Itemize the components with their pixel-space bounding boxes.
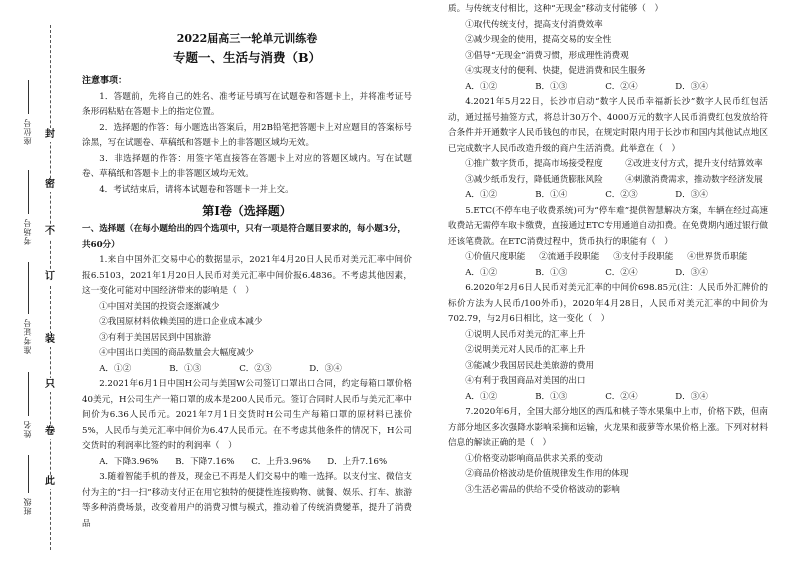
question-2: 2.2021年6月1日中国H公司与美国W公司签订口罩出口合同，约定每箱口罩价格40美元，H公司生产一箱口罩的成本是200人民币元。签订合同时人民币与美元汇率中间价为6.36人民币元。2021年7月1日交货时H公司生产每箱口罩的原材料已涨价5%，人民币与美元汇率中间价为6.47人民币元。在不考虑其他条件的情况下，H公司交货时的利润率比签约时的利润率（ ） [82, 379, 412, 451]
answer-choices [82, 455, 412, 471]
answer-choice: C．上升3.96% [251, 456, 311, 467]
answer-choice: D．③④ [675, 190, 708, 200]
statement-option: ③生活必需品的供给不受价格波动的影响 [465, 484, 620, 495]
answer-choice: A．①② [465, 391, 498, 402]
field-line [28, 372, 29, 416]
answer-choice: A．①② [465, 190, 498, 200]
answer-choice: B．①③ [169, 363, 202, 374]
notice-heading: 注意事项： [82, 76, 128, 86]
statement-option: ①价格变动影响商品供求关系的变动 [465, 453, 603, 464]
statement-option: ③减少纸币发行，降低通货膨胀风险 [465, 174, 603, 185]
statement-option: ④中国出口美国的商品数量会大幅度减少 [99, 348, 254, 358]
question-3-continued: 质。与传统支付相比，这种“无现金”移动支付能够（ ） [448, 4, 664, 14]
seal-char: 此 [45, 476, 55, 487]
answer-choices [448, 80, 768, 96]
answer-choice: A．①② [99, 363, 132, 374]
answer-choice: A．①② [465, 81, 498, 92]
statement-options-row [448, 250, 768, 266]
exam-subtitle: 专题一、生活与消费（B） [172, 50, 322, 65]
answer-choices [448, 266, 768, 282]
field-line [28, 262, 29, 314]
seal-char: 不 [45, 226, 55, 237]
cut-line [50, 25, 51, 550]
statement-option: ①取代传统支付，提高支付消费效率 [465, 19, 603, 30]
statement-option: ②我国原材料依赖美国的进口企业成本减少 [99, 317, 263, 327]
statement-option: ④刺激消费需求，推动数字经济发展 [625, 174, 763, 185]
answer-choice: A．下降3.96% [99, 456, 159, 467]
statement-option: ①推广数字货币，提高市场接受程度 [465, 159, 603, 169]
answer-choice: B．①③ [535, 267, 568, 278]
answer-choice: D．③④ [675, 81, 708, 92]
statement-option: ④有利于我国商品对美国的出口 [465, 376, 586, 386]
field-class: 班级 [23, 497, 32, 515]
left-column [82, 0, 412, 532]
seal-char: 卷 [45, 426, 55, 437]
statement-options-row [448, 157, 768, 173]
answer-choice: C．②④ [605, 391, 638, 402]
answer-choice: C．②④ [605, 267, 638, 278]
answer-choice: D．③④ [675, 391, 708, 402]
field-line [28, 455, 29, 493]
statement-option: ③能减少我国居民赴美旅游的费用 [465, 360, 595, 371]
right-column [448, 0, 768, 498]
field-line [28, 80, 29, 114]
seal-char: 订 [45, 271, 55, 282]
answer-choice: D．③④ [675, 267, 708, 278]
answer-choice: C．②③ [605, 190, 638, 200]
answer-choice: C．②④ [605, 81, 638, 92]
notice-item: 3．非选择题的作答：用签字笔直接答在答题卡上对应的答题区域内。写在试题卷、草稿纸和答题卡上的非答题区域均无效。 [82, 153, 412, 179]
part-title: 第Ⅰ卷（选择题） [202, 204, 292, 218]
statement-option: ③支付手段职能 [613, 252, 674, 262]
binding-margin [0, 0, 60, 562]
question-3: 3.随着智能手机的普及，现金已不再是人们交易中的唯一选择。以支付宝、微信支付为主的“扫一扫”移动支付正在用它独特的便捷性连接购物、就餐、娱乐、打车、旅游等多种消费场景，改变着用户的消费习惯与模式，推动着了传统消费變革，提升了消费品 [82, 472, 412, 529]
section-heading: 一、选择题（在每小题给出的四个选项中，只有一项是符合题目要求的，每小题3分，共60分） [82, 224, 406, 250]
answer-choice: B．下降7.16% [175, 456, 235, 467]
answer-choices [448, 390, 768, 406]
notice-item: 1．答题前，先将自己的姓名、准考证号填写在试题卷和答题卡上，并将准考证号条形码粘贴在答题卡上的指定位置。 [82, 91, 412, 117]
question-4: 4.2021年5月22日，长沙市启动“数字人民币幸福新长沙”数字人民币红包活动，通过摇号抽签方式，将总计30万个、4000万元的数字人民币消费红包发放给符合条件并开通数字人民币钱包的市民，在规定时限内用于长沙市和国内其他试点地区已完成数字人民币改造升级的商户生活消费。此举意在（ ） [448, 97, 768, 154]
answer-choice: D．③④ [309, 363, 342, 374]
statement-options-row [448, 173, 768, 189]
answer-choices [82, 362, 412, 378]
statement-option: ②说明美元对人民币的汇率上升 [465, 345, 586, 355]
answer-choice: B．①③ [535, 391, 568, 402]
statement-option: ③倡导“无现金”消费习惯，形成理性消费观 [465, 50, 629, 61]
question-7: 7.2020年6月，全国大部分地区的西瓜和桃子等水果集中上市，价格下跌，但南方部分地区多次强降水影响采摘和运输，火龙果和菠萝等水果价格上涨。下列对材料信息的解读正确的是（ ） [448, 407, 768, 448]
answer-choice: C．②③ [239, 363, 272, 374]
answer-choice: A．①② [465, 267, 498, 278]
statement-option: ②流通手段职能 [539, 252, 600, 262]
answer-choices [448, 188, 768, 204]
notice-item: 2．选择题的作答：每小题选出答案后，用2B铅笔把答题卡上对应题目的答案标号涂黑，写在试题卷、草稿纸和答题卡上的非答题区域均无效。 [82, 122, 412, 148]
field-name: 姓名 [23, 420, 32, 438]
question-1: 1.来自中国外汇交易中心的数据显示，2021年4月20日人民币对美元汇率中间价报6.5103，2021年1月20日人民币对美元汇率中间价报6.4836。不考虑其他因素，这一变化可能对中国经济带来的影响是（ ） [82, 255, 412, 296]
statement-option: ①说明人民币对美元的汇率上升 [465, 329, 586, 340]
question-5: 5.ETC(不停车电子收费系统)可为“停车难”提供智慧解决方案，车辆在经过高速收费站无需停车取卡缴费，直接通过ETC专用通道自动扣费。在免费期内通过银行做还该笔费款。在ETC消费过程中，货币执行的职能有（ ） [448, 205, 768, 247]
field-line [28, 170, 29, 214]
answer-choice: D．上升7.16% [327, 456, 388, 467]
statement-option: ④实现支付的便利、快捷，促进消费和民生服务 [465, 66, 646, 76]
statement-option: ②商品价格波动是价值规律发生作用的体现 [465, 469, 629, 479]
exam-title: 2022届高三一轮单元训练卷 [176, 32, 318, 45]
seal-char: 封 [45, 129, 55, 140]
field-seat-number: 座位号 [23, 118, 32, 145]
notice-item: 4．考试结束后，请将本试题卷和答题卡一并上交。 [99, 184, 294, 195]
field-exam-room: 考场号 [23, 218, 32, 245]
statement-option: ①中国对美国的投资会逐渐减少 [99, 301, 220, 312]
statement-option: ①价值尺度职能 [465, 252, 526, 262]
answer-choice: B．①④ [535, 190, 568, 200]
statement-option: ②改进支付方式，提升支付结算效率 [625, 159, 763, 169]
question-6: 6.2020年2月6日人民币对美元汇率的中间价698.85元(注：人民币外汇牌价的标价方法为人民币/100外币)，2020年4月28日，人民币对美元汇率的中间价为702.79，与2月6日相比，这一变化（ ） [448, 283, 768, 324]
statement-option: ②减少现金的使用，提高交易的安全性 [465, 35, 612, 45]
seal-char: 只 [45, 379, 55, 390]
seal-char: 密 [45, 179, 55, 190]
seal-char: 装 [45, 334, 55, 345]
statement-option: ④世界货币职能 [687, 252, 748, 262]
statement-option: ③有利于美国居民到中国旅游 [99, 332, 211, 343]
answer-choice: B．①③ [535, 81, 568, 92]
field-admission-number: 准考证号 [23, 318, 32, 354]
